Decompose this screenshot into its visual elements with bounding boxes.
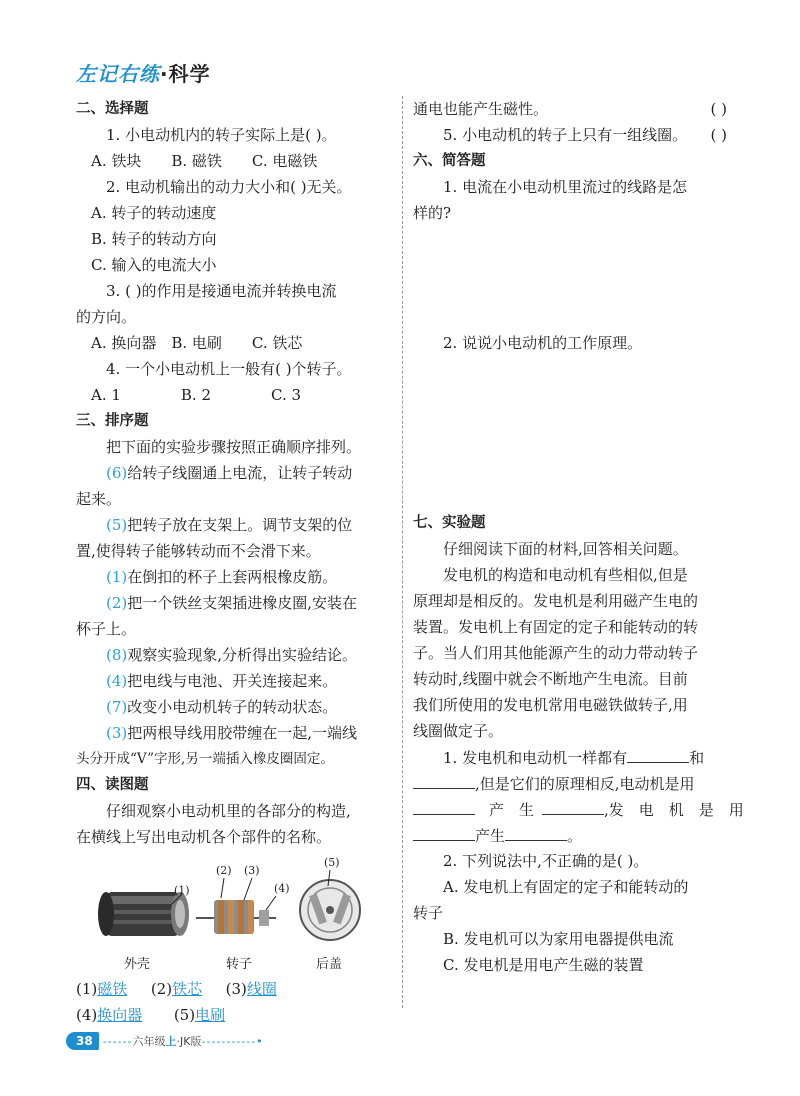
tf-4-text: 通电也能产生磁性。 <box>413 100 549 118</box>
step-text-cont: 杯子上。 <box>76 620 137 638</box>
answer-4-label: (4) <box>76 1006 98 1024</box>
question-1-stem: 1. 小电动机内的转子实际上是( )。 <box>106 126 337 144</box>
fill-line-4 <box>413 822 727 848</box>
answer-3-text: 线圈 <box>246 980 277 998</box>
fill-blank[interactable] <box>413 796 475 815</box>
brand-title: 左记右练 <box>76 62 160 86</box>
step-text: 把转子放在支架上。调节支架的位 <box>127 516 353 534</box>
back-cover-drawing <box>300 870 360 940</box>
step-item <box>76 512 394 538</box>
passage-line: 装置。发电机上有固定的定子和能转动的转 <box>413 618 699 636</box>
ordering-intro: 把下面的实验步骤按照正确顺序排列。 <box>106 438 362 456</box>
answers-row-1 <box>76 976 394 1002</box>
passage-line: 我们所使用的发电机常用电磁铁做转子,用 <box>413 696 688 714</box>
mc-2-option-a-cont: 转子 <box>413 904 444 922</box>
brand-subject: 科学 <box>168 62 211 86</box>
step-answer-number: (7) <box>106 698 128 716</box>
footer-rule: ------ <box>102 1034 133 1048</box>
step-text: 把两根导线用胶带缠在一起,一端线 <box>127 724 358 742</box>
diagram-intro-1: 仔细观察小电动机里的各部分的构造, <box>106 802 351 820</box>
question-3-stem: 3. ( )的作用是接通电流并转换电流 <box>106 282 337 300</box>
footer-term: 上 <box>165 1035 177 1048</box>
footer-grade: 六年级 <box>132 1035 166 1048</box>
answer-2-label: (2) <box>150 980 173 998</box>
answer-5-text: 电刷 <box>195 1006 226 1024</box>
step-text: 在倒扣的杯子上套两根橡皮筋。 <box>127 568 338 586</box>
step-item <box>76 720 394 746</box>
fill-text: ,但是它们的原理相反,电动机是用 <box>475 775 695 793</box>
tf-4-answer-bracket: ( ) <box>710 100 727 118</box>
step-text: 观察实验现象,分析得出实验结论。 <box>127 646 358 664</box>
figure-caption-housing: 外壳 <box>124 957 151 972</box>
answers-row-2 <box>76 1002 394 1028</box>
fill-blank[interactable] <box>627 744 689 763</box>
fill-blank[interactable] <box>413 770 475 789</box>
question-2-option-c: C. 输入的电流大小 <box>91 256 217 274</box>
diagram-intro-2: 在横线上写出电动机各个部件的名称。 <box>76 828 332 846</box>
answer-2-text: 铁芯 <box>172 980 203 998</box>
experiment-intro: 仔细阅读下面的材料,回答相关问题。 <box>443 540 688 558</box>
step-answer-number: (4) <box>106 672 128 690</box>
section-title-ordering: 三、排序题 <box>76 413 149 429</box>
true-false-5 <box>413 122 727 148</box>
passage-line: 子。当人们用其他能源产生的动力带动转子 <box>413 644 699 662</box>
step-answer-number: (1) <box>106 568 128 586</box>
figure-label-1: (1) <box>174 884 190 897</box>
question-2-stem: 2. 电动机输出的动力大小和( )无关。 <box>106 178 352 196</box>
true-false-4-cont <box>413 96 727 122</box>
section-title-diagram: 四、读图题 <box>76 777 149 793</box>
passage-line: 线圈做定子。 <box>413 722 504 740</box>
step-item <box>76 642 394 668</box>
footer-rule-2: -----------• <box>201 1034 264 1048</box>
step-text-cont: 置,使得转子能够转动而不会滑下来。 <box>76 542 321 560</box>
figure-label-2: (2) <box>216 864 232 877</box>
fill-line-1 <box>413 744 727 770</box>
question-2-option-a: A. 转子的转动速度 <box>91 204 217 222</box>
short-answer-2-space <box>413 356 727 510</box>
mc-2-option-a: A. 发电机上有固定的定子和能转动的 <box>443 878 689 896</box>
short-answer-1-cont: 样的? <box>413 204 452 222</box>
passage-line: 转动时,线圈中就会不断地产生电流。目前 <box>413 670 688 688</box>
fill-blank[interactable] <box>542 796 604 815</box>
right-column <box>413 96 744 978</box>
step-item <box>76 460 394 486</box>
fill-blank[interactable] <box>413 822 475 841</box>
fill-text: 产生 <box>475 827 506 845</box>
rotor-drawing <box>196 878 276 934</box>
mc-2-option-b: B. 发电机可以为家用电器提供电流 <box>443 930 674 948</box>
step-item <box>76 694 394 720</box>
short-answer-2: 2. 说说小电动机的工作原理。 <box>443 334 643 352</box>
figure-label-4: (4) <box>274 882 290 895</box>
section-title-experiment: 七、实验题 <box>413 515 486 531</box>
section-title-short-answer: 六、简答题 <box>413 153 486 169</box>
housing-drawing <box>98 892 189 936</box>
step-answer-number: (2) <box>106 594 128 612</box>
step-answer-number: (6) <box>106 464 128 482</box>
left-column <box>76 96 394 1028</box>
step-text: 把电线与电池、开关连接起来。 <box>127 672 338 690</box>
step-text: 改变小电动机转子的转动状态。 <box>127 698 338 716</box>
question-4-options: A. 1 B. 2 C. 3 <box>91 386 302 404</box>
short-answer-1-space <box>413 226 727 330</box>
fill-line-2 <box>413 770 727 796</box>
motor-parts-figure <box>76 850 394 976</box>
brand-separator: · <box>160 62 169 86</box>
footer-edition: JK版 <box>180 1035 202 1048</box>
step-item <box>76 668 394 694</box>
footer-dot: · <box>176 1034 181 1048</box>
fill-text: ,发 电 机 是 用 <box>604 801 744 819</box>
answer-5-label: (5) <box>173 1006 196 1024</box>
tf-5-answer-bracket: ( ) <box>710 126 727 144</box>
section-title-choice: 二、选择题 <box>76 101 149 117</box>
fill-line-3 <box>413 796 744 822</box>
tf-5-text: 5. 小电动机的转子上只有一组线圈。 <box>443 126 688 144</box>
question-3-stem-cont: 的方向。 <box>76 308 137 326</box>
step-text-cont: 起来。 <box>76 490 122 508</box>
brand-header <box>76 58 211 87</box>
step-answer-number: (5) <box>106 516 128 534</box>
column-divider <box>402 96 403 1008</box>
answer-4-text: 换向器 <box>97 1006 143 1024</box>
mc-2-option-c: C. 发电机是用电产生磁的装置 <box>443 956 644 974</box>
step-answer-number: (3) <box>106 724 128 742</box>
question-3-options: A. 换向器 B. 电刷 C. 铁芯 <box>91 334 303 352</box>
fill-text: 和 <box>689 749 705 767</box>
fill-text: 。 <box>567 827 583 845</box>
figure-caption-rotor: 转子 <box>226 957 253 972</box>
step-item <box>76 590 394 616</box>
passage-line: 发电机的构造和电动机有些相似,但是 <box>443 566 688 584</box>
page-number: 38 <box>66 1032 99 1050</box>
page-footer <box>66 1030 264 1052</box>
figure-label-3: (3) <box>244 864 260 877</box>
figure-caption-cover: 后盖 <box>316 957 343 972</box>
fill-blank[interactable] <box>505 822 567 841</box>
step-text: 给转子线圈通上电流，让转子转动 <box>127 464 353 482</box>
fill-text: 1. 发电机和电动机一样都有 <box>443 749 628 767</box>
mc-2-stem: 2. 下列说法中,不正确的是( )。 <box>443 852 649 870</box>
motor-parts-illustration <box>76 850 394 976</box>
short-answer-1: 1. 电流在小电动机里流过的线路是怎 <box>443 178 688 196</box>
passage-line: 原理却是相反的。发电机是利用磁产生电的 <box>413 592 699 610</box>
step-answer-number: (8) <box>106 646 128 664</box>
answer-1-label: (1) <box>76 980 98 998</box>
answer-1-text: 磁铁 <box>97 980 128 998</box>
question-2-option-b: B. 转子的转动方向 <box>91 230 217 248</box>
step-item <box>76 564 394 590</box>
step-text: 把一个铁丝支架插进橡皮圈,安装在 <box>127 594 358 612</box>
step-text-cont: 头分开成“V”字形,另一端插入橡皮圈固定。 <box>76 751 334 767</box>
fill-text: 产 生 <box>489 801 535 819</box>
question-1-options: A. 铁块 B. 磁铁 C. 电磁铁 <box>91 152 318 170</box>
answer-3-label: (3) <box>225 980 247 998</box>
question-4-stem: 4. 一个小电动机上一般有( )个转子。 <box>106 360 352 378</box>
figure-label-5: (5) <box>324 856 340 869</box>
